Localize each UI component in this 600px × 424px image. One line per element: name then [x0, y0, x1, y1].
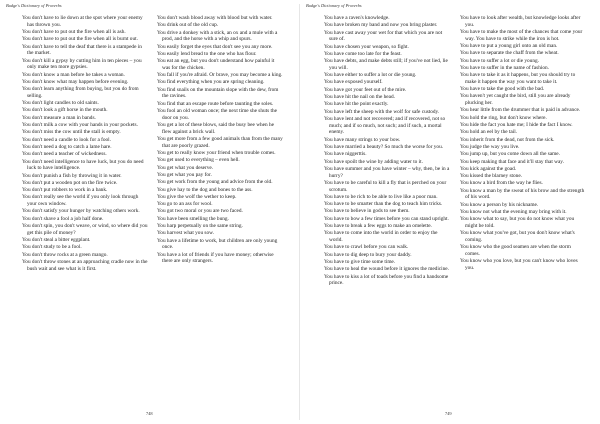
proverb-entry: You don't learn anything from buying, but you do from selling.: [22, 86, 139, 99]
proverb-entry: You don't wash blood away with blood but with water.: [157, 15, 273, 21]
proverb-entry: You have to heal the wound before it ignores the medicine.: [324, 266, 449, 273]
proverb-entry: You easily forget the eyes that don't see you any more.: [157, 43, 273, 50]
proverb-entry: You have a lifetime to work, but children are only young once.: [157, 237, 278, 251]
proverb-entry: You know a person by his nickname.: [460, 201, 539, 208]
proverb-entry: You eat an egg, but you don't understand how painful it was for the chicken.: [157, 58, 275, 71]
proverb-entry: You have summer and you have winter – why, then, be in a hurry?: [324, 165, 450, 179]
proverb-entry: You have got your feet out of the mire.: [324, 86, 407, 93]
proverb-entry: You have hit the point exactly.: [324, 101, 389, 108]
proverb-entry: You drive a donkey with a stick, an ox and a mule with a prod, and the horse with a whip and spurs.: [157, 29, 278, 43]
proverb-entry: You get what you pay for.: [157, 171, 212, 178]
right-page-column-2: [460, 15, 586, 272]
right-page: [300, 0, 600, 424]
proverb-entry: You have a lot of friends if you have money; otherwise there are only strangers.: [157, 251, 274, 265]
proverb-entry: You give the wolf the wether to keep.: [157, 193, 237, 200]
proverb-entry: You find everything when you are spring cleaning.: [157, 79, 265, 86]
proverb-entry: You have niggerttis.: [324, 151, 367, 158]
proverb-entry: You don't have to tell the deaf that there is a stampede in the market.: [22, 43, 142, 57]
proverb-entry: You don't punish a fish by throwing it in water.: [22, 172, 122, 179]
proverb-entry: You don't miss the cow until the stall is empty.: [22, 129, 121, 136]
proverb-entry: You have come too late for the feast.: [324, 50, 402, 57]
proverb-entry: You got two moral or you are two faced.: [157, 208, 243, 215]
proverb-entry: You know who you love, but you can't know who loves you.: [460, 258, 578, 272]
proverb-entry: You get work from the young and advice from the old.: [157, 179, 273, 186]
proverb-entry: You have to break a few eggs to make an omelette.: [324, 223, 432, 230]
proverb-entry: You have to suffer a lot or die young.: [460, 57, 539, 64]
proverb-entry: You kick against the goad.: [460, 165, 517, 172]
proverb-entry: You don't kill a gypsy by cutting him in ten pieces – you only make ten more gypsies.: [22, 57, 142, 71]
proverb-entry: You have married a beauty? So much the worse for you.: [324, 143, 444, 150]
proverb-entry: You don't know what may happen before evening.: [22, 78, 129, 85]
proverb-entry: You have broken my band and now you bring plaster.: [324, 22, 438, 29]
proverb-entry: You have lent and not recovered; and if recovered, not so much; and if so much, not such; and if such, a mortal enemy.: [324, 115, 446, 136]
page-number: 748: [146, 411, 153, 416]
running-head: Budge's Dictionary of Proverbs: [6, 3, 62, 8]
proverb-entry: You have cast away your wet for that which you are not sure of.: [324, 29, 443, 43]
proverb-entry: You don't measure a man in bands.: [22, 114, 96, 121]
proverb-entry: You don't need a teacher of wickedness.: [22, 151, 107, 158]
proverb-entry: You know what you've got, but you don't know what's coming.: [460, 230, 575, 244]
proverb-entry: You don't light candles to old saints.: [22, 100, 99, 107]
proverb-entry: You have debts, and make debts still; if you've not lied, lie you will.: [324, 58, 448, 71]
proverb-entry: You have to put a young girl onto an old man.: [460, 43, 558, 49]
proverb-entry: You don't put robbers to work in a bank.: [22, 187, 108, 194]
proverb-entry: You hold the ring, but don't know where.: [460, 114, 547, 121]
proverb-entry: You don't look a gift horse in the mouth.: [22, 107, 108, 114]
proverb-entry: You don't put a wooden pot on the fire twice.: [22, 179, 118, 186]
proverb-entry: You don't have to lie down at the spot where your enemy has thrown you.: [22, 15, 143, 28]
proverb-entry: You have to take it as it happens, but you should try to make it happen the way you want to take it.: [460, 72, 576, 85]
proverb-entry: You have exposed yourself.: [324, 79, 383, 86]
proverb-entry: You fall if you're afraid. Or brave, you may become a king.: [157, 72, 283, 79]
proverb-entry: You know not what the evening may bring with it.: [460, 209, 567, 216]
proverb-entry: You fool an old woman once; the next time she shuts the door on you.: [157, 108, 277, 121]
proverb-entry: You find that an escape route before taunting the soles.: [157, 100, 274, 107]
proverb-entry: You haven't yet caught the bird, still you are already plucking her.: [460, 93, 571, 107]
proverb-entry: You have to give time some time.: [324, 258, 396, 265]
proverb-entry: You know what to say, but you do not know what you might be told.: [460, 216, 575, 230]
proverb-entry: You keep making that face and it'll stay that way.: [460, 158, 564, 165]
proverb-entry: You have to be smarter than the dog to teach him tricks.: [324, 201, 443, 208]
proverb-entry: You have many strings to your bow.: [324, 136, 401, 143]
right-page-column-1: [324, 15, 450, 287]
proverb-entry: You hide the fact you hate me; I hide the fact I know.: [460, 122, 573, 129]
proverb-entry: You have to come into the world in order to enjoy the world.: [324, 230, 438, 244]
proverb-entry: You have a raven's knowledge.: [324, 15, 390, 21]
proverb-entry: You give hay to the dog and bones to the ass.: [157, 186, 253, 193]
proverb-entry: You get a lot of these blows, said the busy bee when he flew against a brick wall.: [157, 122, 275, 135]
proverb-entry: You have spoilt the wine by adding water to it.: [324, 158, 423, 165]
proverb-entry: You have to believe in gods to see them.: [324, 208, 410, 215]
proverb-entry: You get what you deserve.: [157, 164, 214, 171]
proverb-entry: You don't steal a bitter eggplant.: [22, 237, 91, 244]
proverb-entry: You don't spin, you don't weave, or wind, so where did you get this pile of money?: [22, 223, 148, 236]
proverb-entry: You have chosen your weapon, so fight.: [324, 43, 409, 50]
proverb-entry: You have to make the most of the chances that come your way. You have to strike while the iron is hot.: [460, 29, 583, 42]
proverb-entry: You don't need a dog to catch a lame hare.: [22, 143, 112, 150]
proverb-entry: You hear little from the drummer that is paid in advance.: [460, 107, 581, 114]
proverb-entry: You get to really know your friend when trouble comes.: [157, 150, 276, 157]
proverb-entry: You get used to everything – even hell.: [157, 157, 240, 164]
page-number: 749: [445, 411, 452, 416]
proverb-entry: You have to kiss a lot of toads before you find a handsome prince.: [324, 273, 449, 287]
proverb-entry: You inherit from the dead, not from the sick.: [460, 136, 555, 143]
proverb-entry: You have to dig deep to bury your daddy.: [324, 251, 412, 258]
proverb-entry: You drink out of the old cup.: [157, 22, 219, 29]
proverb-entry: You don't really see the world if you only look through your own window.: [22, 194, 139, 208]
proverb-entry: You don't throw stones at an approaching cradle now in the bush wait and see what is it first.: [22, 258, 148, 272]
left-page-column-1: [22, 15, 148, 272]
proverb-entry: You have to look after wealth, but knowledge looks after you.: [460, 15, 581, 28]
proverb-entry: You jump up, but you come down all the same.: [460, 151, 560, 158]
proverb-entry: You go to an ass for wool.: [157, 201, 213, 208]
proverb-entry: You have hit the nail on the head.: [324, 94, 395, 101]
proverb-entry: You harp perpetually on the same string.: [157, 223, 243, 230]
running-head: Budge's Dictionary of Proverbs: [306, 3, 362, 8]
proverb-entry: You don't throw rocks at a green mango.: [22, 251, 108, 258]
proverb-entry: You don't milk a cow with your hands in your pockets.: [22, 122, 138, 129]
proverb-entry: You know a man by the sweat of his brow and the strength of his word.: [460, 187, 585, 201]
proverb-entry: You don't have to put out the fire when all is ash.: [22, 29, 126, 35]
left-page-column-2: [157, 15, 283, 265]
proverb-entry: You don't need a candle to look for a fool.: [22, 136, 111, 143]
proverb-entry: You have to separate the chaff from the wheat.: [460, 50, 559, 57]
proverb-entry: You judge the way you live.: [460, 143, 520, 150]
proverb-entry: You don't need intelligence to have luck, but you do need luck to have intelligence.: [22, 158, 144, 172]
proverb-entry: You have to bow a few times before you can stand upright.: [324, 215, 449, 222]
proverb-entry: You hold an eel by the tail.: [460, 129, 517, 136]
proverb-entry: You know a bird from the way he flies.: [460, 180, 543, 187]
proverb-entry: You don't know a man before he takes a woman.: [22, 71, 125, 78]
proverb-entry: You have to be rich to be able to live like a poor man.: [324, 193, 438, 200]
proverb-entry: You have either to suffer a lot or die young.: [324, 72, 417, 79]
proverb-entry: You don't shave a fool a job half done.: [22, 215, 104, 222]
proverb-entry: You have to crawl before you can walk.: [324, 244, 409, 251]
proverb-entry: You find snails on the mountain slope with the dew, from the ravines.: [157, 86, 279, 100]
proverb-entry: You kissed the blarney stone.: [460, 173, 522, 180]
proverb-entry: You have to suffer in the name of fashion.: [460, 64, 549, 71]
proverb-entry: You get more from a few good animals than from the many that are poorly grazed.: [157, 136, 283, 149]
proverb-entry: You don't satisfy your hunger by watching others work.: [22, 208, 140, 215]
proverb-entry: You have to be careful to kill a fly that is perched on your scrotum.: [324, 179, 447, 193]
proverb-entry: You easily lend bread to the one who has flour.: [157, 50, 257, 57]
proverb-entry: You don't have to put out the fire when all is burnt out.: [22, 36, 138, 43]
proverb-entry: You have left the sheep with the wolf for safe custody.: [324, 108, 440, 115]
proverb-entry: You have to take the good with the bad.: [460, 86, 545, 93]
proverb-entry: You have been smelling the bung.: [157, 215, 229, 222]
proverb-entry: You know who the good seamen are when the storm comes.: [460, 244, 571, 258]
proverb-entry: You don't study to be a fool.: [22, 244, 82, 251]
proverb-entry: You harvest what you sow.: [157, 230, 214, 237]
